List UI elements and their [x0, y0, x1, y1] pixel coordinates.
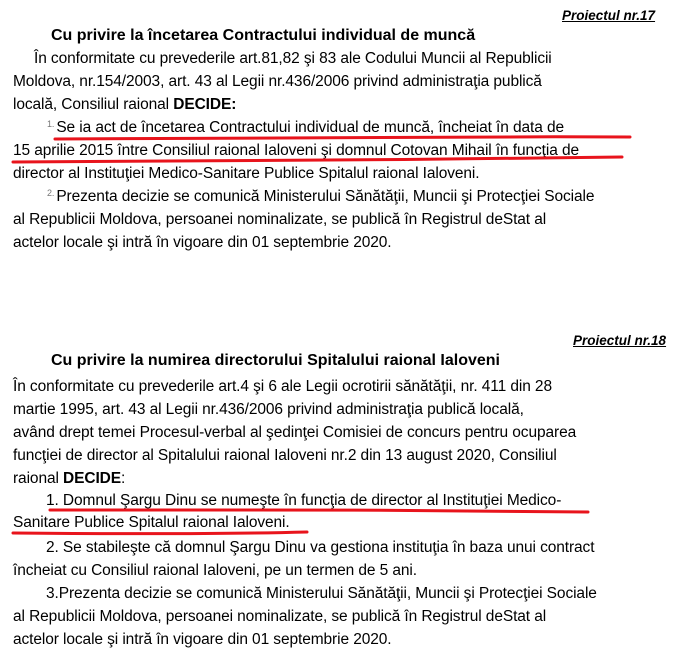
red-underline — [13, 532, 307, 534]
decide-keyword: DECIDE: — [173, 96, 237, 113]
item-line: încheiat cu Consiliul raional Ialoveni, pe un termen de 5 ani. — [13, 562, 417, 579]
list-marker: 1. — [47, 119, 55, 129]
intro-text: : — [121, 470, 126, 487]
intro-text: locală, Consiliul raional — [13, 96, 174, 113]
item-line: 1. Domnul Şargu Dinu se numeşte în funcţia de director al Instituţiei Medico- — [46, 492, 562, 509]
red-underline — [13, 157, 622, 162]
intro-line: martie 1995, art. 43 al Legii nr.436/2006 privind administraţia publică locală, — [13, 401, 524, 418]
item-line: director al Instituţiei Medico-Sanitare Publice Spitalul raional Ialoveni. — [13, 165, 480, 182]
item-text: 15 aprilie 2015 între Consiliul raional Ialoveni şi domnul Cotovan Mihail în funcţia — [13, 142, 558, 159]
red-underline — [50, 510, 588, 512]
intro-line: Moldova, nr.154/2003, art. 43 al Legii nr.436/2006 privind administraţia publică — [13, 73, 542, 90]
item-line: actelor locale şi intră în vigoare din 01 septembrie 2020. — [13, 234, 392, 251]
intro-line: În conformitate cu prevederile art.4 şi 6 ale Legii ocrotirii sănătăţii, nr. 411 din 28 — [13, 378, 552, 395]
item-line: Sanitare Publice Spitalul raional Ialoveni. — [13, 514, 290, 531]
item-line: al Republicii Moldova, persoanei nominalizate, se publică în Registrul deStat al — [13, 211, 547, 228]
item-line: 3.Prezenta decizie se comunică Ministerului Sănătăţii, Muncii şi Protecţiei Sociale — [46, 585, 597, 602]
intro-text: raional — [13, 470, 64, 487]
red-underline — [55, 137, 630, 139]
project-number-18: Proiectul nr.18 — [573, 333, 667, 348]
decision-title-17: Cu privire la încetarea Contractului individual de muncă — [51, 27, 476, 44]
item-text: Se ia act de încetarea Contractului individual de muncă, încheiat în data de — [56, 119, 564, 136]
decide-keyword: DECIDE — [63, 470, 122, 487]
intro-line: În conformitate cu prevederile art.81,82 şi 83 ale Codului Muncii al Republicii — [34, 50, 552, 67]
item-text: de — [557, 142, 579, 159]
list-marker: 2. — [47, 188, 55, 198]
decision-title-18: Cu privire la numirea directorului Spitalului raional Ialoveni — [51, 352, 500, 369]
intro-line: având drept temei Procesul-verbal al şedinţei Comisiei de concurs pentru ocuparea — [13, 424, 577, 441]
intro-line: funcţiei de director al Spitalului raional Ialoveni nr.2 din 13 august 2020, Consiliul — [13, 447, 557, 464]
item-line: actelor locale şi intră în vigoare din 01 septembrie 2020. — [13, 631, 392, 648]
item-text: Prezenta decizie se comunică Ministerului Sănătăţii, Muncii şi Protecţiei Sociale — [56, 188, 595, 205]
project-number-17: Proiectul nr.17 — [562, 8, 656, 23]
item-line: al Republicii Moldova, persoanei nominalizate, se publică în Registrul deStat al — [13, 608, 547, 625]
item-line: 2. Se stabileşte că domnul Şargu Dinu va gestiona instituţia în baza unui contract — [46, 539, 595, 556]
